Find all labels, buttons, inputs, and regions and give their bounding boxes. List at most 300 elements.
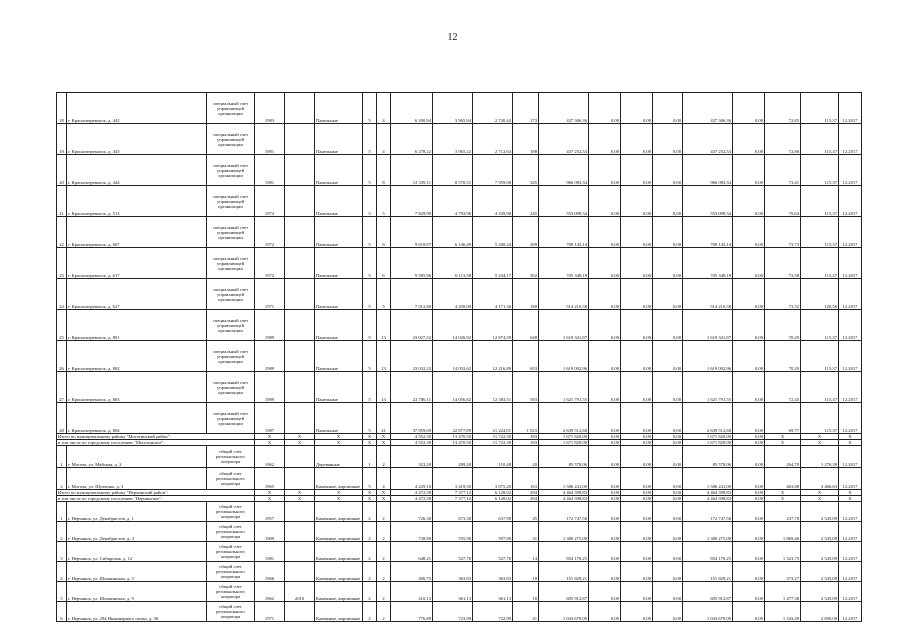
cell-c: 2 720,42 xyxy=(473,93,513,124)
cell-c: 4 339,90 xyxy=(473,186,513,217)
cell-m: 12.2017 xyxy=(839,403,862,434)
cell-addr: г. Красноперекопск, д. 513 xyxy=(67,186,207,217)
total-h: 0,00 xyxy=(653,434,683,440)
cell-b: 527,76 xyxy=(433,542,473,562)
cell-h: 0,00 xyxy=(653,93,683,124)
cell-f: 0,00 xyxy=(589,468,621,490)
cell-n: 19 xyxy=(57,124,67,155)
cell-n: 24 xyxy=(57,279,67,310)
cell-ent: 6 xyxy=(377,248,391,279)
cell-a: 776,89 xyxy=(391,602,433,622)
cell-n: 27 xyxy=(57,372,67,403)
cell-wall: Панельные xyxy=(315,124,363,155)
cell-d: 18 xyxy=(513,562,539,582)
cell-year: 1965 xyxy=(255,468,285,490)
total-e: 4 464 398,83 xyxy=(539,496,589,502)
cell-j: 0,00 xyxy=(733,155,765,186)
cell-h: 0,00 xyxy=(653,582,683,602)
cell-g: 0,00 xyxy=(621,155,653,186)
total-x-mark: X xyxy=(315,490,363,496)
total-e: 1 671 820,00 xyxy=(539,440,589,446)
table-row xyxy=(57,602,862,622)
total-d: 183 xyxy=(513,434,539,440)
cell-wall: Каменные, кирпичные xyxy=(315,582,363,602)
cell-k: 73,41 xyxy=(765,155,801,186)
cell-f: 0,00 xyxy=(589,582,621,602)
cell-l: 2 545,09 xyxy=(801,502,839,522)
cell-n: 2 xyxy=(57,468,67,490)
cell-h: 0,00 xyxy=(653,248,683,279)
cell-a: 9 618,87 xyxy=(391,217,433,248)
total-x-mark: X xyxy=(839,434,862,440)
cell-b: 3 419,50 xyxy=(433,468,473,490)
cell-i: 85 578,06 xyxy=(683,446,733,468)
cell-n: 26 xyxy=(57,341,67,372)
table-row xyxy=(57,248,862,279)
total-g: 0,00 xyxy=(621,490,653,496)
cell-a: 4 229,10 xyxy=(391,468,433,490)
total-x-mark: X xyxy=(285,440,315,446)
total-i: 4 464 398,83 xyxy=(683,490,733,496)
cell-m: 12.2017 xyxy=(839,582,862,602)
cell-c: 21 224,01 xyxy=(473,403,513,434)
cell-b: 14 026,92 xyxy=(433,310,473,341)
cell-i: 966 083,34 xyxy=(683,155,733,186)
cell-wall: Панельные xyxy=(315,186,363,217)
cell-d: 1 023 xyxy=(513,403,539,434)
cell-n: 1 xyxy=(57,446,67,468)
total-i: 4 464 398,83 xyxy=(683,496,733,502)
cell-a: 7 012,80 xyxy=(391,279,433,310)
total-x-mark: X xyxy=(801,440,839,446)
cell-year: 1962 xyxy=(255,582,285,602)
cell-year: 1981 xyxy=(255,542,285,562)
cell-e: 1 618 341,87 xyxy=(539,310,589,341)
cell-g: 0,00 xyxy=(621,186,653,217)
cell-k: 373,27 xyxy=(765,562,801,582)
cell-j: 0,00 xyxy=(733,522,765,542)
total-x-mark: X xyxy=(765,496,801,502)
cell-n: 23 xyxy=(57,248,67,279)
cell-e: 2 639 512,68 xyxy=(539,403,589,434)
cell-addr: г. Красноперекопск, д. 801 xyxy=(67,310,207,341)
cell-c: 12 216,89 xyxy=(473,341,513,372)
cell-addr: г. Нерчинск, ул. 294 Инженерного полка, д. 36 xyxy=(67,602,207,622)
cell-j: 0,00 xyxy=(733,403,765,434)
cell-floors: 2 xyxy=(363,502,377,522)
total-g: 0,00 xyxy=(621,440,653,446)
cell-a: 323,20 xyxy=(391,446,433,468)
table-row xyxy=(57,186,862,217)
cell-n: 4 xyxy=(57,562,67,582)
cell-f: 0,00 xyxy=(589,542,621,562)
cell-l: 115,37 xyxy=(801,248,839,279)
total-e: 4 464 398,83 xyxy=(539,490,589,496)
cell-f: 0,00 xyxy=(589,602,621,622)
cell-method: общий счет регионального оператора xyxy=(207,582,255,602)
cell-addr: г. Красноперекопск, д. 627 xyxy=(67,279,207,310)
cell-method: общий счет регионального оператора xyxy=(207,468,255,490)
cell-e: 151 829,21 xyxy=(539,562,589,582)
cell-e: 966 083,34 xyxy=(539,155,589,186)
cell-l: 2 690,00 xyxy=(801,602,839,622)
cell-year: 1972 xyxy=(255,217,285,248)
cell-i: 553 098,34 xyxy=(683,186,733,217)
cell-n: 20 xyxy=(57,155,67,186)
register-sheet xyxy=(56,92,861,633)
total-c: 11 722,30 xyxy=(473,434,513,440)
cell-reb xyxy=(285,562,315,582)
cell-f: 0,00 xyxy=(589,522,621,542)
cell-j: 0,00 xyxy=(733,602,765,622)
cell-h: 0,00 xyxy=(653,372,683,403)
total-x-mark: X xyxy=(363,434,377,440)
cell-f: 0,00 xyxy=(589,502,621,522)
cell-ent: 2 xyxy=(377,562,391,582)
cell-wall: Каменные, кирпичные xyxy=(315,502,363,522)
cell-e: 854 176,25 xyxy=(539,542,589,562)
cell-h: 0,00 xyxy=(653,522,683,542)
table-row xyxy=(57,468,862,490)
cell-g: 0,00 xyxy=(621,502,653,522)
cell-wall: Панельные xyxy=(315,217,363,248)
cell-addr: г. Красноперекопск, д. 802 xyxy=(67,341,207,372)
cell-wall: Каменные, кирпичные xyxy=(315,542,363,562)
cell-i: 709 143,14 xyxy=(683,217,733,248)
total-x-mark: X xyxy=(255,434,285,440)
cell-floors: 5 xyxy=(363,403,377,434)
cell-reb xyxy=(285,602,315,622)
cell-m: 12.2017 xyxy=(839,248,862,279)
cell-addr: г. Нерчинск, ул. Шилкинская, д. 3 xyxy=(67,562,207,582)
cell-f: 0,00 xyxy=(589,403,621,434)
cell-g: 0,00 xyxy=(621,341,653,372)
cell-j: 0,00 xyxy=(733,582,765,602)
cell-floors: 2 xyxy=(363,602,377,622)
cell-d: 20 xyxy=(513,446,539,468)
cell-j: 0,00 xyxy=(733,542,765,562)
cell-j: 0,00 xyxy=(733,446,765,468)
cell-year: 1989 xyxy=(255,372,285,403)
cell-floors: 1 xyxy=(363,446,377,468)
cell-d: 45 xyxy=(513,502,539,522)
cell-c: 5 234,17 xyxy=(473,248,513,279)
cell-b: 8 570,51 xyxy=(433,155,473,186)
cell-method: специальный счет управляющей организации xyxy=(207,124,255,155)
cell-l: 3 466,63 xyxy=(801,468,839,490)
table-row xyxy=(57,279,862,310)
cell-n: 5 xyxy=(57,582,67,602)
cell-year: 1981 xyxy=(255,124,285,155)
cell-d: 31 xyxy=(513,522,539,542)
cell-wall: Панельные xyxy=(315,155,363,186)
table-row xyxy=(57,582,862,602)
cell-k: 73,58 xyxy=(765,248,801,279)
cell-j: 0,00 xyxy=(733,93,765,124)
total-j: 0,00 xyxy=(733,490,765,496)
total-h: 0,00 xyxy=(653,496,683,502)
cell-d: 188 xyxy=(513,124,539,155)
table-row xyxy=(57,310,862,341)
cell-m: 12.2017 xyxy=(839,93,862,124)
cell-d: 41 xyxy=(513,602,539,622)
cell-g: 0,00 xyxy=(621,542,653,562)
cell-k: 463,88 xyxy=(765,468,801,490)
total-f: 0,00 xyxy=(589,434,621,440)
cell-e: 85 578,06 xyxy=(539,446,589,468)
cell-i: 437 252,54 xyxy=(683,124,733,155)
cell-reb xyxy=(285,186,315,217)
cell-year: 1989 xyxy=(255,341,285,372)
cell-e: 1 380 275,00 xyxy=(539,522,589,542)
cell-c: 363,83 xyxy=(473,562,513,582)
cell-b: 361,13 xyxy=(433,582,473,602)
cell-e: 1 043 670,00 xyxy=(539,602,589,622)
cell-f: 0,00 xyxy=(589,310,621,341)
table-row xyxy=(57,124,862,155)
cell-m: 12.2017 xyxy=(839,542,862,562)
cell-reb xyxy=(285,217,315,248)
cell-b: 299,20 xyxy=(433,446,473,468)
total-x-mark: X xyxy=(363,440,377,446)
total-f: 0,00 xyxy=(589,490,621,496)
cell-l: 115,37 xyxy=(801,124,839,155)
cell-k: 70,29 xyxy=(765,310,801,341)
total-label: Итого по муниципальному району "Нерчинский район": xyxy=(57,490,255,496)
cell-c: 7 959,08 xyxy=(473,155,513,186)
cell-i: 1 618 341,87 xyxy=(683,310,733,341)
cell-k: 237,78 xyxy=(765,502,801,522)
cell-l: 1 276,39 xyxy=(801,446,839,468)
cell-b: 22 877,89 xyxy=(433,403,473,434)
cell-h: 0,00 xyxy=(653,446,683,468)
cell-a: 37 859,69 xyxy=(391,403,433,434)
cell-n: 1 xyxy=(57,502,67,522)
cell-method: специальный счет управляющей организации xyxy=(207,248,255,279)
cell-h: 0,00 xyxy=(653,542,683,562)
cell-m: 12.2017 xyxy=(839,522,862,542)
cell-b: 723,99 xyxy=(433,602,473,622)
cell-year: 1974 xyxy=(255,186,285,217)
cell-k: 1 343,49 xyxy=(765,602,801,622)
cell-addr: г. Нерчинск, ул. Декабристов, д. 3 xyxy=(67,522,207,542)
cell-c: 3 075,20 xyxy=(473,468,513,490)
cell-d: 18 xyxy=(513,582,539,602)
cell-d: 309 xyxy=(513,217,539,248)
total-x-mark: X xyxy=(839,440,862,446)
cell-method: специальный счет управляющей организации xyxy=(207,93,255,124)
cell-c: 361,13 xyxy=(473,582,513,602)
cell-e: 553 098,34 xyxy=(539,186,589,217)
cell-e: 437 252,54 xyxy=(539,124,589,155)
cell-j: 0,00 xyxy=(733,248,765,279)
cell-b: 6 113,58 xyxy=(433,248,473,279)
cell-i: 705 348,18 xyxy=(683,248,733,279)
cell-l: 115,37 xyxy=(801,217,839,248)
total-label: Итого по муниципальному району "Моготинский район": xyxy=(57,434,255,440)
cell-l: 2 545,09 xyxy=(801,522,839,542)
cell-g: 0,00 xyxy=(621,582,653,602)
total-x-mark: X xyxy=(377,496,391,502)
cell-floors: 2 xyxy=(363,522,377,542)
cell-ent: 8 xyxy=(377,155,391,186)
cell-a: 648,21 xyxy=(391,542,433,562)
cell-addr: г. Красноперекопск, д. 607 xyxy=(67,217,207,248)
cell-l: 115,37 xyxy=(801,372,839,403)
cell-f: 0,00 xyxy=(589,279,621,310)
total-label: в том числе по городскому поселению "Нерчинское": xyxy=(57,496,255,502)
cell-j: 0,00 xyxy=(733,186,765,217)
cell-method: специальный счет управляющей организации xyxy=(207,217,255,248)
total-x-mark: X xyxy=(839,490,862,496)
total-x-mark: X xyxy=(801,434,839,440)
cell-n: 21 xyxy=(57,186,67,217)
cell-method: общий счет регионального оператора xyxy=(207,502,255,522)
cell-reb xyxy=(285,372,315,403)
total-b: 7 377,12 xyxy=(433,490,473,496)
cell-ent: 2 xyxy=(377,602,391,622)
cell-g: 0,00 xyxy=(621,446,653,468)
cell-wall: Панельные xyxy=(315,279,363,310)
cell-i: 1 621 791,55 xyxy=(683,372,733,403)
total-x-mark: X xyxy=(255,490,285,496)
cell-year: 1989 xyxy=(255,310,285,341)
cell-g: 0,00 xyxy=(621,372,653,403)
cell-g: 0,00 xyxy=(621,310,653,341)
cell-ent: 2 xyxy=(377,542,391,562)
cell-floors: 5 xyxy=(363,279,377,310)
cell-l: 2 545,09 xyxy=(801,582,839,602)
cell-floors: 2 xyxy=(363,582,377,602)
cell-d: 173 xyxy=(513,93,539,124)
cell-reb xyxy=(285,279,315,310)
cell-l: 120,56 xyxy=(801,279,839,310)
total-x-mark: X xyxy=(255,496,285,502)
cell-h: 0,00 xyxy=(653,310,683,341)
cell-l: 2 545,09 xyxy=(801,542,839,562)
cell-b: 3 965,94 xyxy=(433,93,473,124)
cell-c: 110,48 xyxy=(473,446,513,468)
cell-g: 0,00 xyxy=(621,403,653,434)
total-a: 4 472,58 xyxy=(391,496,433,502)
total-x-mark: X xyxy=(315,440,363,446)
total-d: 183 xyxy=(513,440,539,446)
total-b: 7 377,12 xyxy=(433,496,473,502)
cell-year: 1971 xyxy=(255,602,285,622)
cell-h: 0,00 xyxy=(653,155,683,186)
cell-m: 12.2017 xyxy=(839,279,862,310)
cell-d: 653 xyxy=(513,341,539,372)
total-f: 0,00 xyxy=(589,496,621,502)
cell-wall: Каменные, кирпичные xyxy=(315,468,363,490)
cell-i: 854 176,25 xyxy=(683,542,733,562)
table-row xyxy=(57,562,862,582)
cell-b: 673,30 xyxy=(433,502,473,522)
cell-h: 0,00 xyxy=(653,562,683,582)
cell-h: 0,00 xyxy=(653,217,683,248)
total-a: 4 472,58 xyxy=(391,490,433,496)
cell-k: 1 323,75 xyxy=(765,542,801,562)
table-row xyxy=(57,522,862,542)
table-row xyxy=(57,542,862,562)
cell-a: 12 339,11 xyxy=(391,155,433,186)
cell-wall: Панельные xyxy=(315,372,363,403)
cell-c: 4 171,36 xyxy=(473,279,513,310)
total-h: 0,00 xyxy=(653,490,683,496)
total-d: 294 xyxy=(513,490,539,496)
cell-wall: Панельные xyxy=(315,310,363,341)
cell-m: 12.2017 xyxy=(839,446,862,468)
total-x-mark: X xyxy=(801,496,839,502)
cell-i: 151 829,21 xyxy=(683,562,733,582)
cell-g: 0,00 xyxy=(621,93,653,124)
cell-addr: г. Красноперекопск, д. 803 xyxy=(67,372,207,403)
table-row xyxy=(57,446,862,468)
cell-reb xyxy=(285,542,315,562)
cell-h: 0,00 xyxy=(653,186,683,217)
cell-method: общий счет регионального оператора xyxy=(207,602,255,622)
cell-reb xyxy=(285,248,315,279)
cell-d: 180 xyxy=(513,279,539,310)
cell-floors: 2 xyxy=(363,562,377,582)
cell-method: специальный счет управляющей организации xyxy=(207,310,255,341)
cell-a: 410,13 xyxy=(391,582,433,602)
cell-g: 0,00 xyxy=(621,522,653,542)
cell-year: 1909 xyxy=(255,522,285,542)
cell-addr: г. Могоча, ул. Майская, д. 2 xyxy=(67,446,207,468)
cell-i: 1 380 275,00 xyxy=(683,522,733,542)
cell-m: 12.2017 xyxy=(839,217,862,248)
cell-ent: 4 xyxy=(377,124,391,155)
cell-n: 3 xyxy=(57,542,67,562)
cell-f: 0,00 xyxy=(589,124,621,155)
total-x-mark: X xyxy=(285,496,315,502)
cell-g: 0,00 xyxy=(621,279,653,310)
cell-e: 172 747,56 xyxy=(539,502,589,522)
cell-l: 115,37 xyxy=(801,93,839,124)
cell-ent: 2 xyxy=(377,582,391,602)
cell-ent: 2 xyxy=(377,522,391,542)
cell-g: 0,00 xyxy=(621,562,653,582)
cell-reb xyxy=(285,93,315,124)
cell-i: 437 366,36 xyxy=(683,93,733,124)
cell-d: 245 xyxy=(513,186,539,217)
cell-ent: 4 xyxy=(377,93,391,124)
cell-h: 0,00 xyxy=(653,279,683,310)
cell-d: 583 xyxy=(513,372,539,403)
cell-m: 12.2017 xyxy=(839,602,862,622)
cell-j: 0,00 xyxy=(733,562,765,582)
cell-j: 0,00 xyxy=(733,468,765,490)
cell-c: 722,99 xyxy=(473,602,513,622)
cell-f: 0,00 xyxy=(589,93,621,124)
total-x-mark: X xyxy=(377,490,391,496)
cell-ent: 6 xyxy=(377,217,391,248)
cell-j: 0,00 xyxy=(733,124,765,155)
total-a: 4 552,30 xyxy=(391,440,433,446)
cell-i: 172 747,56 xyxy=(683,502,733,522)
cell-k: 72,86 xyxy=(765,124,801,155)
cell-c: 12 383,51 xyxy=(473,372,513,403)
cell-d: 648 xyxy=(513,310,539,341)
cell-method: общий счет регионального оператора xyxy=(207,562,255,582)
cell-m: 12.2017 xyxy=(839,468,862,490)
cell-floors: 5 xyxy=(363,468,377,490)
cell-k: 70,64 xyxy=(765,186,801,217)
cell-floors: 5 xyxy=(363,186,377,217)
table-row xyxy=(57,93,862,124)
cell-floors: 5 xyxy=(363,341,377,372)
